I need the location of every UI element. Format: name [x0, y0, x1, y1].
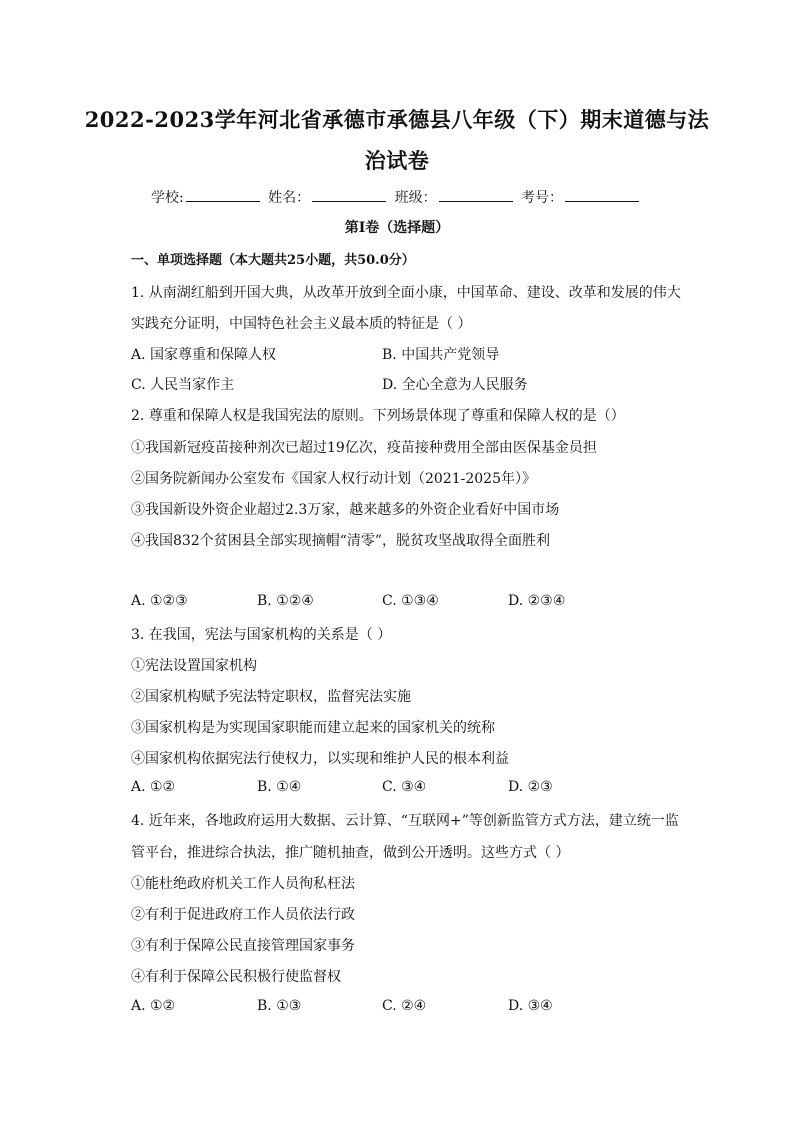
q1-option-d: D. 全心全意为人民服务: [382, 377, 528, 393]
class-blank: [439, 189, 513, 202]
student-info-row: [0, 187, 794, 207]
q2-line-2: ①我国新冠疫苗接种剂次已超过19亿次，疫苗接种费用全部由医保基金员担: [131, 440, 597, 456]
q2-line-5: ④我国832个贫困县全部实现摘帽“清零”，脱贫攻坚战取得全面胜利: [131, 533, 551, 549]
q1-line-2: 实践充分证明，中国特色社会主义最本质的特征是（ ）: [131, 316, 472, 332]
q1-option-b: B. 中国共产党领导: [382, 347, 500, 363]
section-title: 第Ⅰ卷（选择题）: [344, 220, 450, 236]
q3-option-d: D. ②③: [508, 779, 553, 795]
q4-option-c: C. ②④: [382, 998, 427, 1014]
q4-option-b: B. ①③: [257, 998, 302, 1014]
q4-option-d: D. ③④: [508, 998, 553, 1014]
q1-line-1: 1. 从南湖红船到开国大典，从改革开放到全面小康，中国革命、建设、改革和发展的伟大: [131, 285, 681, 301]
q1-option-a: A. 国家尊重和保障人权: [131, 347, 277, 363]
school-label: 学校:: [150, 190, 184, 206]
q2-option-d: D. ②③④: [508, 593, 566, 609]
exam-number-label: 考号：: [521, 190, 564, 206]
q3-line-3: ②国家机构赋予宪法特定职权，监督宪法实施: [131, 689, 411, 705]
name-label: 姓名：: [268, 190, 311, 206]
class-label: 班级：: [394, 190, 437, 206]
q4-option-a: A. ①②: [131, 998, 176, 1014]
part-title: 一、单项选择题（本大题共25小题，共50.0分）: [131, 253, 415, 268]
q2-option-b: B. ①②④: [257, 593, 314, 609]
q3-line-2: ①宪法设置国家机构: [131, 658, 257, 674]
name-blank: [312, 189, 386, 202]
q1-option-c: C. 人民当家作主: [131, 377, 235, 393]
q2-line-3: ②国务院新闻办公室发布《国家人权行动计划（2021-2025年）》: [131, 471, 536, 487]
q2-line-1: 2. 尊重和保障人权是我国宪法的原则。下列场景体现了尊重和保障人权的是（）: [131, 408, 625, 424]
q3-option-b: B. ①④: [257, 779, 302, 795]
q4-line-1: 4. 近年来，各地政府运用大数据、云计算、“互联网+”等创新监管方式方法，建立统一监: [131, 813, 679, 829]
q4-line-4: ②有利于促进政府工作人员依法行政: [131, 907, 355, 923]
q3-line-1: 3. 在我国，宪法与国家机构的关系是（ ）: [131, 627, 392, 643]
exam-title-line2: 治试卷: [364, 148, 430, 173]
exam-title-line1: 2022-2023学年河北省承德市承德县八年级（下）期末道德与法: [84, 107, 710, 132]
q3-option-a: A. ①②: [131, 779, 176, 795]
q3-option-c: C. ③④: [382, 779, 427, 795]
q4-line-2: 管平台，推进综合执法，推广随机抽查，做到公开透明。这些方式（ ）: [131, 845, 570, 861]
q3-line-5: ④国家机构依据宪法行使权力，以实现和维护人民的根本利益: [131, 751, 509, 767]
exam-number-blank: [565, 189, 639, 202]
q4-line-6: ④有利于保障公民积极行使监督权: [131, 969, 341, 985]
q2-option-a: A. ①②③: [131, 593, 188, 609]
q4-line-3: ①能杜绝政府机关工作人员徇私枉法: [131, 876, 355, 892]
q2-option-c: C. ①③④: [382, 593, 439, 609]
q3-line-4: ③国家机构是为实现国家职能而建立起来的国家机关的统称: [131, 720, 495, 736]
school-blank: [186, 189, 260, 202]
q4-line-5: ③有利于保障公民直接管理国家事务: [131, 938, 355, 954]
q2-line-4: ③我国新设外资企业超过2.3万家，越来越多的外资企业看好中国市场: [131, 502, 560, 518]
